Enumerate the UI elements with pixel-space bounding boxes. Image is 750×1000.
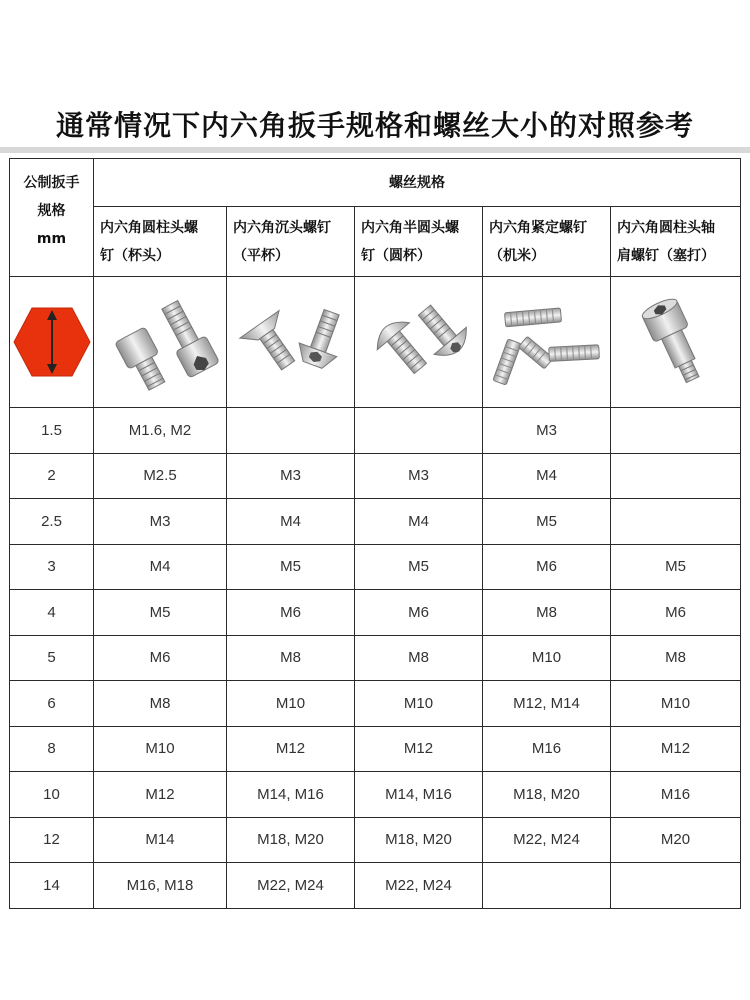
- screw-size-cell: M12: [611, 726, 741, 772]
- screw-size-cell: M8: [483, 590, 611, 636]
- wrench-size-header-line-1: 公制扳手: [23, 175, 80, 191]
- hex-wrench-size-table: [9, 158, 741, 909]
- screw-size-cell: M1.6, M2: [94, 408, 227, 454]
- table-row: [10, 544, 741, 590]
- screw-size-cell: M18, M20: [483, 772, 611, 818]
- shoulder-bolt-icon: [616, 292, 736, 392]
- col-header-line-2: （机米）: [489, 247, 545, 264]
- hex-size-illustration: [10, 277, 94, 408]
- screw-size-cell: M3: [355, 453, 483, 499]
- screw-size-cell: M22, M24: [483, 817, 611, 863]
- screw-size-cell: M16, M18: [94, 863, 227, 909]
- screw-size-cell: M10: [355, 681, 483, 727]
- set-screw-image: [483, 277, 611, 408]
- shoulder-bolt-image: [611, 277, 741, 408]
- table-row: [10, 726, 741, 772]
- col-header-line-1: 内六角沉头螺钉: [233, 219, 331, 236]
- wrench-size-cell: 2: [10, 453, 94, 499]
- screw-size-cell: M6: [227, 590, 355, 636]
- screw-size-cell: M3: [227, 453, 355, 499]
- hexagon-icon: [12, 302, 92, 382]
- screw-size-cell: M20: [611, 817, 741, 863]
- socket-cap-screw-icon: [100, 292, 220, 392]
- screw-size-cell: M3: [94, 499, 227, 545]
- wrench-size-header: [10, 159, 94, 277]
- col-header-button-head: [355, 207, 483, 277]
- countersunk-screw-icon: [231, 292, 351, 392]
- wrench-size-cell: 8: [10, 726, 94, 772]
- wrench-size-cell: 14: [10, 863, 94, 909]
- screw-size-cell: M5: [94, 590, 227, 636]
- screw-size-cell: M4: [483, 453, 611, 499]
- title-divider: [0, 147, 750, 153]
- screw-size-cell: M12: [227, 726, 355, 772]
- screw-size-cell: M2.5: [94, 453, 227, 499]
- screw-size-cell: [611, 453, 741, 499]
- screw-size-cell: M22, M24: [227, 863, 355, 909]
- screw-size-cell: M4: [227, 499, 355, 545]
- screw-size-cell: M5: [227, 544, 355, 590]
- screw-size-cell: M10: [483, 635, 611, 681]
- col-header-line-2: 钉（杯头）: [100, 247, 170, 264]
- screw-size-cell: M6: [483, 544, 611, 590]
- screw-size-cell: M12, M14: [483, 681, 611, 727]
- button-head-screw-image: [355, 277, 483, 408]
- col-header-line-1: 内六角圆柱头轴: [617, 219, 715, 236]
- wrench-size-cell: 1.5: [10, 408, 94, 454]
- screw-size-cell: [611, 499, 741, 545]
- screw-size-cell: M10: [94, 726, 227, 772]
- screw-size-cell: M5: [355, 544, 483, 590]
- screw-size-cell: M8: [611, 635, 741, 681]
- table-row: [10, 817, 741, 863]
- wrench-size-cell: 10: [10, 772, 94, 818]
- screw-size-cell: M6: [94, 635, 227, 681]
- screw-size-cell: M3: [483, 408, 611, 454]
- col-header-line-1: 内六角半圆头螺: [361, 219, 459, 236]
- col-header-line-1: 内六角紧定螺钉: [489, 219, 587, 236]
- screw-size-cell: M18, M20: [227, 817, 355, 863]
- screw-size-cell: M8: [355, 635, 483, 681]
- screw-size-cell: M4: [94, 544, 227, 590]
- table-row: [10, 772, 741, 818]
- socket-cap-screw-image: [94, 277, 227, 408]
- col-header-countersunk: [227, 207, 355, 277]
- screw-size-cell: M10: [227, 681, 355, 727]
- wrench-size-cell: 12: [10, 817, 94, 863]
- screw-size-cell: M12: [94, 772, 227, 818]
- wrench-size-header-line-3: mm: [36, 231, 67, 247]
- wrench-size-cell: 4: [10, 590, 94, 636]
- wrench-size-cell: 6: [10, 681, 94, 727]
- col-header-line-1: 内六角圆柱头螺: [100, 219, 198, 236]
- table-row: [10, 453, 741, 499]
- screw-size-cell: M14, M16: [355, 772, 483, 818]
- set-screw-icon: [487, 292, 607, 392]
- col-header-line-2: （平杯）: [233, 247, 289, 264]
- wrench-size-cell: 5: [10, 635, 94, 681]
- screw-size-cell: M14: [94, 817, 227, 863]
- screw-size-cell: [227, 408, 355, 454]
- col-header-socket-cap: [94, 207, 227, 277]
- screw-size-cell: M6: [355, 590, 483, 636]
- screw-size-cell: M16: [483, 726, 611, 772]
- countersunk-screw-image: [227, 277, 355, 408]
- screw-size-cell: M5: [483, 499, 611, 545]
- screw-size-cell: M8: [227, 635, 355, 681]
- col-header-set-screw: [483, 207, 611, 277]
- screw-size-cell: [483, 863, 611, 909]
- table-row: [10, 499, 741, 545]
- screw-size-cell: M12: [355, 726, 483, 772]
- page-title: 通常情况下内六角扳手规格和螺丝大小的对照参考: [55, 109, 694, 142]
- table-row: [10, 408, 741, 454]
- screw-size-cell: M10: [611, 681, 741, 727]
- screw-size-cell: [611, 863, 741, 909]
- button-head-screw-icon: [359, 292, 479, 392]
- table-body: [10, 408, 741, 909]
- screw-size-cell: M14, M16: [227, 772, 355, 818]
- wrench-size-cell: 3: [10, 544, 94, 590]
- col-header-line-2: 钉（圆杯）: [361, 247, 431, 264]
- screw-size-cell: M18, M20: [355, 817, 483, 863]
- screw-size-cell: M16: [611, 772, 741, 818]
- screw-spec-header: 螺丝规格: [94, 159, 741, 207]
- col-header-line-2: 肩螺钉（塞打）: [617, 247, 715, 264]
- wrench-size-header-line-2: 规格: [37, 203, 66, 219]
- screw-size-cell: [355, 408, 483, 454]
- screw-size-cell: M5: [611, 544, 741, 590]
- table-row: [10, 590, 741, 636]
- wrench-size-cell: 2.5: [10, 499, 94, 545]
- col-header-shoulder-bolt: [611, 207, 741, 277]
- screw-size-cell: M6: [611, 590, 741, 636]
- table-row: [10, 863, 741, 909]
- screw-size-cell: M4: [355, 499, 483, 545]
- screw-size-cell: [611, 408, 741, 454]
- table-row: [10, 681, 741, 727]
- table-row: [10, 635, 741, 681]
- screw-size-cell: M8: [94, 681, 227, 727]
- screw-size-cell: M22, M24: [355, 863, 483, 909]
